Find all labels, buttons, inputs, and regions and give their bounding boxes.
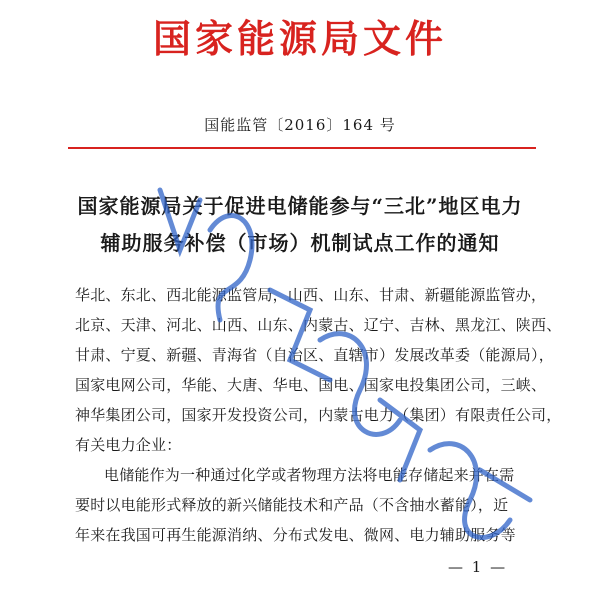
recipient-line: 北京、天津、河北、山西、山东、内蒙古、辽宁、吉林、黑龙江、陕西、 (75, 316, 562, 334)
document-number: 国能监管〔2016〕164 号 (204, 116, 396, 134)
header-title: 国家能源局文件 (152, 16, 447, 61)
paragraph-line: 要时以电能形式释放的新兴储能技术和产品（不含抽水蓄能），近 (75, 496, 509, 514)
paragraph-line: 年来在我国可再生能源消纳、分布式发电、微网、电力辅助服务等 (75, 526, 516, 544)
recipient-line: 国家电网公司，华能、大唐、华电、国电、国家电投集团公司，三峡、 (75, 376, 547, 394)
paragraph-line: 电储能作为一种通过化学或者物理方法将电能存储起来并在需 (104, 466, 515, 484)
notice-title-line-1: 国家能源局关于促进电储能参与“三北”地区电力 (77, 194, 523, 218)
recipient-line: 华北、东北、西北能源监管局，山西、山东、甘肃、新疆能源监管办， (75, 286, 547, 304)
notice-title-line-2: 辅助服务补偿（市场）机制试点工作的通知 (100, 231, 500, 255)
recipient-line: 神华集团公司，国家开发投资公司，内蒙古电力（集团）有限责任公司， (75, 406, 562, 424)
recipient-line: 有关电力企业： (75, 436, 182, 454)
red-divider-rule (68, 147, 536, 149)
page-number: — 1 — (448, 558, 508, 576)
recipient-line: 甘肃、宁夏、新疆、青海省（自治区、直辖市）发展改革委（能源局）， (75, 346, 554, 364)
